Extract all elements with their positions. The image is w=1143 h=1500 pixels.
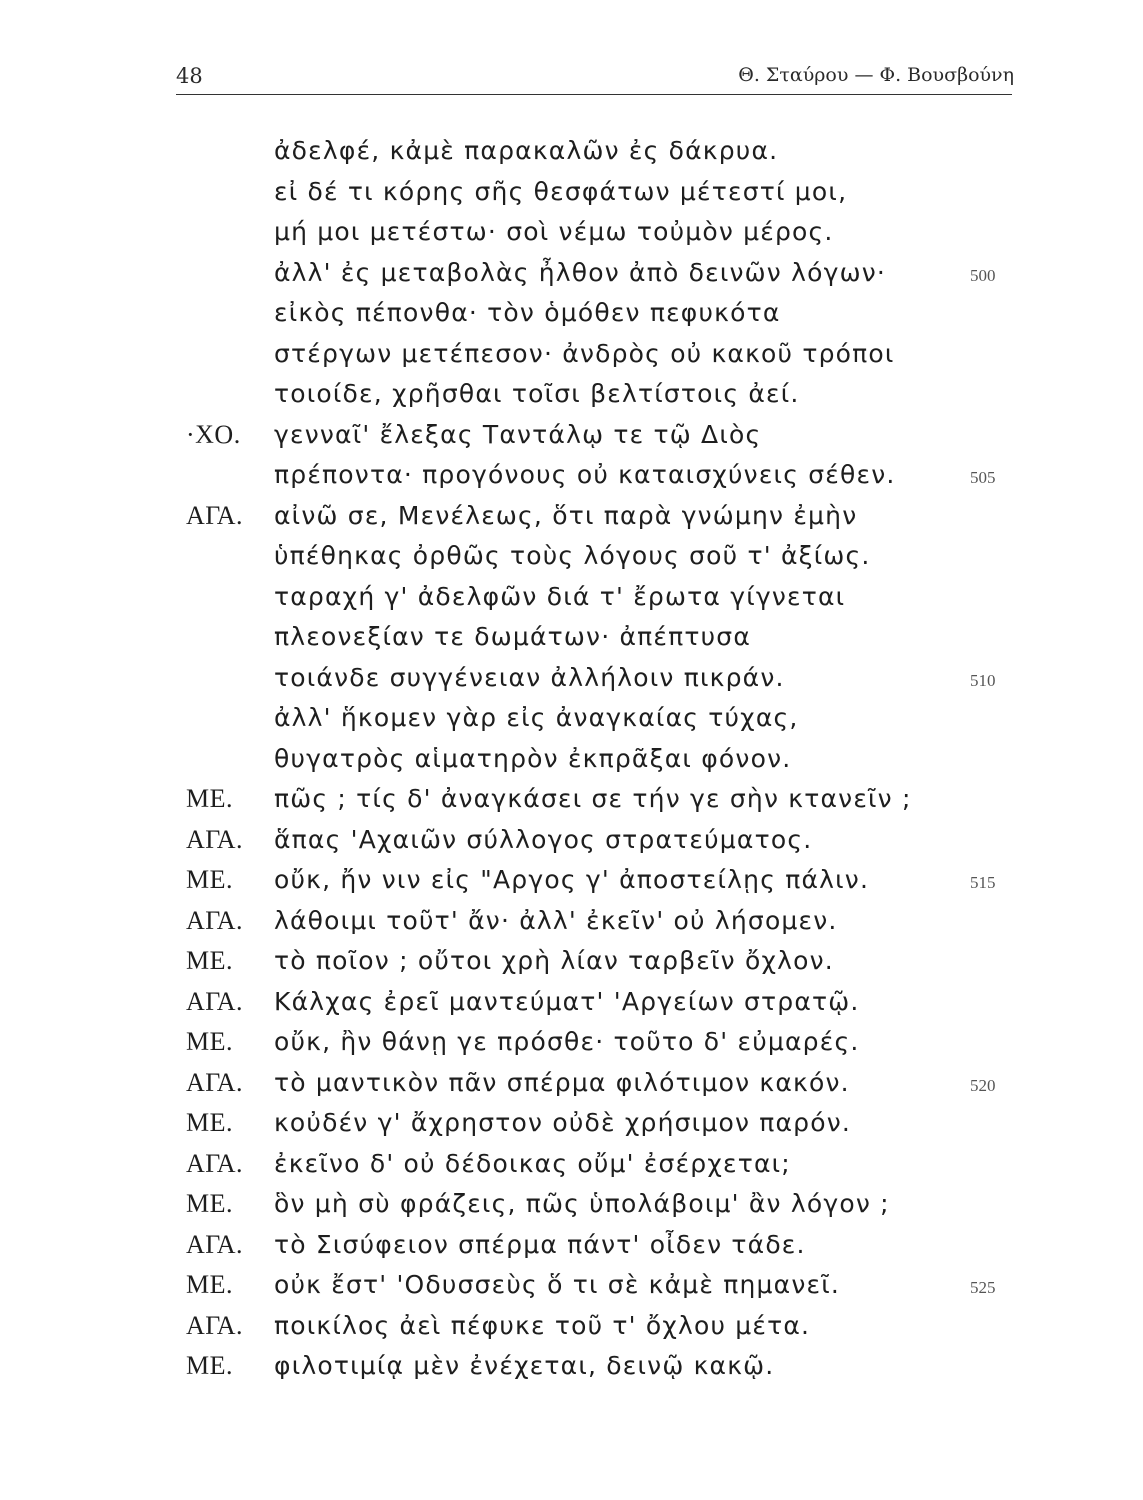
speaker-label: ΑΓΑ. xyxy=(186,824,244,854)
verse-line xyxy=(0,860,1143,901)
verse-text: μή μοι μετέστω· σοὶ νέμω τοὐμὸν μέρος. xyxy=(274,217,834,246)
verse-line xyxy=(0,212,1143,253)
verse-line xyxy=(0,1184,1143,1225)
speaker-label: ΜΕ. xyxy=(186,1270,233,1299)
verse-line xyxy=(0,1063,1143,1104)
verse-line xyxy=(0,901,1143,942)
verse-line xyxy=(0,334,1143,375)
page-number: 48 xyxy=(176,64,203,88)
verse-text: στέργων μετέπεσον· ἀνδρὸς οὐ κακοῦ τρόποι xyxy=(274,338,895,368)
verse-text: πρέποντα· προγόνους οὐ καταισχύνεις σέθεν. xyxy=(274,460,896,489)
verse-text: ταραχή γ' ἀδελφῶν διά τ' ἔρωτα γίγνεται xyxy=(274,581,846,611)
verse-text: ὑπέθηκας ὀρθῶς τοὺς λόγους σοῦ τ' ἀξίως. xyxy=(274,541,871,570)
verse-line xyxy=(0,1144,1143,1185)
verse-text: φιλοτιμίᾳ μὲν ἐνέχεται, δεινῷ κακῷ. xyxy=(274,1351,775,1380)
speaker-label: ΑΓΑ. xyxy=(186,905,244,935)
verse-line xyxy=(0,779,1143,820)
verse-line xyxy=(0,941,1143,982)
verse-line xyxy=(0,1346,1143,1387)
verse-line xyxy=(0,536,1143,577)
verse-line xyxy=(0,577,1143,618)
speaker-label: ΑΓΑ. xyxy=(186,1310,244,1340)
header-rule xyxy=(176,94,1012,95)
verse-text: οὐκ ἔστ' 'Οδυσσεὺς ὅ τι σὲ κἀμὲ πημανεῖ. xyxy=(274,1270,841,1299)
verse-text: κοὐδέν γ' ἄχρηστον οὐδὲ χρήσιμον παρόν. xyxy=(274,1108,852,1137)
verse-text: οὔκ, ἢν θάνῃ γε πρόσθε· τοῦτο δ' εὐμαρές. xyxy=(274,1027,860,1056)
verse-text: ὃν μὴ σὺ φράζεις, πῶς ὑπολάβοιμ' ἂν λόγον ; xyxy=(274,1189,890,1218)
verse-line xyxy=(0,820,1143,861)
speaker-label: ΜΕ. xyxy=(186,1108,233,1137)
verse-line xyxy=(0,658,1143,699)
speaker-label: ΜΕ. xyxy=(186,865,233,894)
line-number: 510 xyxy=(970,670,996,690)
verse-line xyxy=(0,374,1143,415)
verse-line xyxy=(0,1225,1143,1266)
verse-text: ἀλλ' ἐς μεταβολὰς ἦλθον ἀπὸ δεινῶν λόγων· xyxy=(274,257,887,287)
verse-line xyxy=(0,739,1143,780)
speaker-label: ΜΕ. xyxy=(186,946,233,975)
verse-text: Κάλχας ἐρεῖ μαντεύματ' 'Αργείων στρατῷ. xyxy=(274,986,860,1016)
verse-text: τοιοίδε, χρῆσθαι τοῖσι βελτίστοις ἀεί. xyxy=(274,379,800,408)
verse-lines xyxy=(0,131,1143,1387)
verse-text: ἀδελφέ, κἀμὲ παρακαλῶν ἐς δάκρυα. xyxy=(274,136,779,165)
verse-line xyxy=(0,1265,1143,1306)
verse-text: ἀλλ' ἥκομεν γὰρ εἰς ἀναγκαίας τύχας, xyxy=(274,703,799,732)
verse-line xyxy=(0,172,1143,213)
verse-line xyxy=(0,253,1143,294)
speaker-label: ΜΕ. xyxy=(186,784,233,813)
verse-text: τοιάνδε συγγένειαν ἀλλήλοιν πικράν. xyxy=(274,662,785,692)
speaker-label: ΑΓΑ. xyxy=(186,1148,244,1178)
verse-text: αἰνῶ σε, Μενέλεως, ὅτι παρὰ γνώμην ἐμὴν xyxy=(274,500,858,530)
verse-line xyxy=(0,455,1143,496)
verse-text: εἰκὸς πέπονθα· τὸν ὁμόθεν πεφυκότα xyxy=(274,298,781,327)
verse-text: θυγατρὸς αἱματηρὸν ἐκπρᾶξαι φόνον. xyxy=(274,743,792,773)
verse-line xyxy=(0,698,1143,739)
page-header xyxy=(176,58,1014,94)
verse-line xyxy=(0,131,1143,172)
verse-text: ἅπας 'Αχαιῶν σύλλογος στρατεύματος. xyxy=(274,824,813,854)
verse-line xyxy=(0,1306,1143,1347)
verse-text: τὸ μαντικὸν πᾶν σπέρμα φιλότιμον κακόν. xyxy=(274,1067,850,1097)
verse-text: πλεονεξίαν τε δωμάτων· ἀπέπτυσα xyxy=(274,622,752,651)
verse-text: οὔκ, ἤν νιν εἰς "Αργος γ' ἀποστείλῃς πάλιν. xyxy=(274,865,870,894)
verse-line xyxy=(0,982,1143,1023)
line-number: 505 xyxy=(970,468,996,487)
verse-text: τὸ ποῖον ; οὔτοι χρὴ λίαν ταρβεῖν ὄχλον. xyxy=(274,946,834,975)
verse-line xyxy=(0,415,1143,456)
verse-line xyxy=(0,1103,1143,1144)
verse-text: λάθοιμι τοῦτ' ἄν· ἀλλ' ἐκεῖν' οὐ λήσομεν. xyxy=(274,905,838,935)
speaker-label: ΑΓΑ. xyxy=(186,1067,244,1097)
verse-text: εἰ δέ τι κόρης σῆς θεσφάτων μέτεστί μοι, xyxy=(274,176,848,206)
verse-line xyxy=(0,617,1143,658)
verse-text: τὸ Σισύφειον σπέρμα πάντ' οἶδεν τάδε. xyxy=(274,1229,806,1259)
speaker-label: ΜΕ. xyxy=(186,1027,233,1056)
speaker-label: ΑΓΑ. xyxy=(186,986,244,1016)
verse-line xyxy=(0,496,1143,537)
verse-text: γενναῖ' ἔλεξας Ταντάλῳ τε τῷ Διὸς xyxy=(274,419,762,449)
speaker-label: ΑΓΑ. xyxy=(186,500,244,530)
running-head: Θ. Σταύρου — Φ. Βουσβούνη xyxy=(738,64,1014,86)
line-number: 500 xyxy=(970,265,996,285)
verse-text: ἐκεῖνο δ' οὐ δέδοικας οὔμ' ἐσέρχεται; xyxy=(274,1148,791,1178)
verse-text: ποικίλος ἀεὶ πέφυκε τοῦ τ' ὄχλου μέτα. xyxy=(274,1310,811,1340)
verse-text: πῶς ; τίς δ' ἀναγκάσει σε τήν γε σὴν κτανεῖν ; xyxy=(274,784,912,813)
line-number: 515 xyxy=(970,873,996,892)
speaker-label: ΜΕ. xyxy=(186,1351,233,1380)
speaker-label: ΑΓΑ. xyxy=(186,1229,244,1259)
line-number: 520 xyxy=(970,1075,996,1095)
speaker-label: ·ΧΟ. xyxy=(186,419,241,449)
verse-line xyxy=(0,293,1143,334)
line-number: 525 xyxy=(970,1278,996,1297)
speaker-label: ΜΕ. xyxy=(186,1189,233,1218)
verse-line xyxy=(0,1022,1143,1063)
